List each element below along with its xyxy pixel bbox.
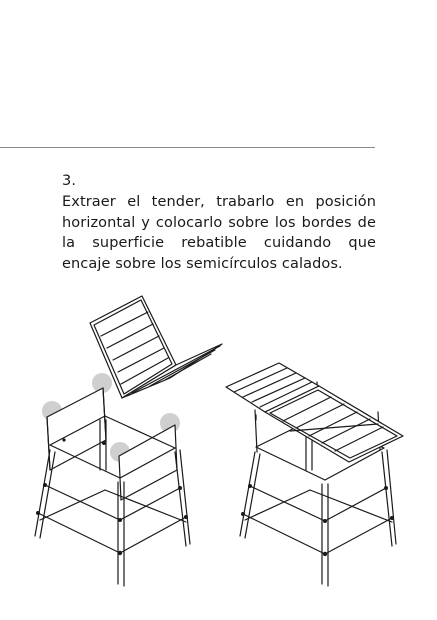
drying-rack-horizontal	[226, 363, 403, 462]
step-number: 3.	[62, 173, 77, 189]
instruction-text: Extraer el tender, trabarlo en posición horizontal y colocarlo sobre los bordes de la superficie rebatible cuidando que encaje sobre los semicírculos calados.	[62, 194, 376, 272]
assembly-drawing	[0, 285, 437, 595]
chair-frame-left	[35, 373, 190, 586]
assembly-illustration	[0, 285, 437, 595]
top-divider	[0, 147, 375, 148]
